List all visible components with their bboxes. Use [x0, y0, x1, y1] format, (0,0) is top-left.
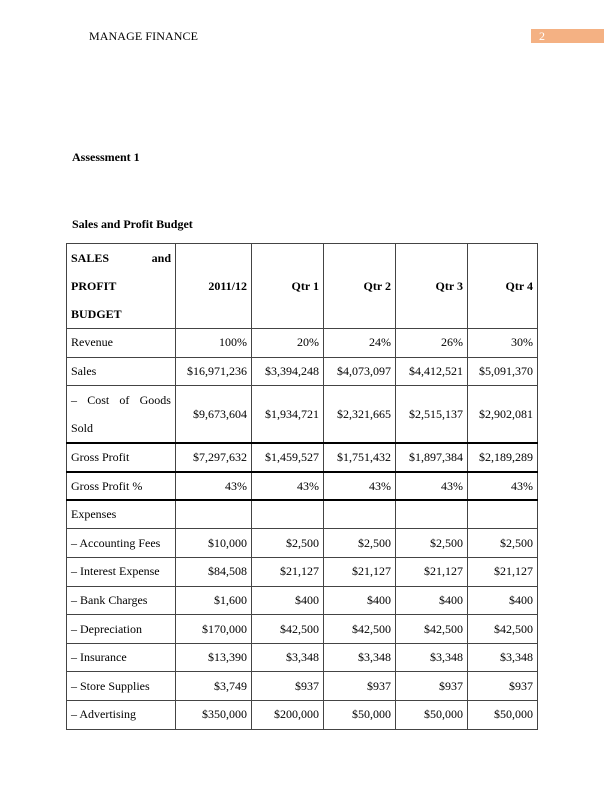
table-cell: $350,000 [176, 701, 252, 730]
column-header: Qtr 2 [324, 244, 396, 329]
row-label-word: Cost [87, 393, 110, 408]
table-cell: $1,934,721 [252, 386, 324, 444]
table-cell: $2,500 [468, 529, 538, 558]
table-row-depreciation [67, 615, 538, 644]
row-label: – Bank Charges [67, 586, 176, 615]
table-row-cost-of-goods-sold [67, 386, 538, 444]
table-cell: $50,000 [324, 701, 396, 730]
row-label: – Accounting Fees [67, 529, 176, 558]
table-cell: $21,127 [396, 558, 468, 587]
table-cell: $13,390 [176, 643, 252, 672]
row-label-word: of [119, 393, 130, 408]
row-label: – Depreciation [67, 615, 176, 644]
table-cell: 20% [252, 329, 324, 358]
row-label-line: Sold [71, 421, 94, 436]
table-cell: $4,412,521 [396, 357, 468, 386]
table-cell: $5,091,370 [468, 357, 538, 386]
row-label: Gross Profit [67, 443, 176, 472]
table-cell: $2,902,081 [468, 386, 538, 444]
table-cell: $7,297,632 [176, 443, 252, 472]
table-cell: $400 [252, 586, 324, 615]
table-cell: $2,500 [324, 529, 396, 558]
table-cell: 43% [468, 472, 538, 501]
running-header-title: MANAGE FINANCE [89, 29, 199, 43]
table-cell: 30% [468, 329, 538, 358]
row-label-word: Goods [139, 393, 171, 408]
table-row-expenses [67, 500, 538, 529]
table-cell [252, 500, 324, 529]
table-cell: $400 [468, 586, 538, 615]
table-cell: $2,500 [252, 529, 324, 558]
row-label-word: – [71, 393, 77, 408]
row-label: – Insurance [67, 643, 176, 672]
table-row-gross-profit [67, 443, 538, 472]
table-cell: $1,459,527 [252, 443, 324, 472]
header-label-cell [67, 244, 176, 329]
table-cell: $50,000 [396, 701, 468, 730]
table-row-store-supplies [67, 672, 538, 701]
column-header: Qtr 1 [252, 244, 324, 329]
table-cell [396, 500, 468, 529]
table-row-advertising [67, 701, 538, 730]
table-cell: $42,500 [396, 615, 468, 644]
row-label: – Store Supplies [67, 672, 176, 701]
table-title: Sales and Profit Budget [72, 217, 193, 231]
table-cell: $84,508 [176, 558, 252, 587]
table-row-revenue [67, 329, 538, 358]
header-label-word: PROFIT [71, 279, 117, 293]
header-label-word: and [151, 251, 171, 265]
table-cell: $3,749 [176, 672, 252, 701]
table-cell: $3,394,248 [252, 357, 324, 386]
table-row-bank-charges [67, 586, 538, 615]
table-cell: $9,673,604 [176, 386, 252, 444]
page-number-badge: 2 [531, 29, 604, 43]
row-label: – Advertising [67, 701, 176, 730]
header-label-word: SALES [71, 251, 110, 265]
column-header: Qtr 4 [468, 244, 538, 329]
table-cell: 43% [176, 472, 252, 501]
section-title: Assessment 1 [72, 150, 140, 164]
table-cell: $42,500 [252, 615, 324, 644]
table-row-gross-profit-percent [67, 472, 538, 501]
table-cell: $3,348 [468, 643, 538, 672]
table-cell: $2,515,137 [396, 386, 468, 444]
table-cell: $2,500 [396, 529, 468, 558]
row-label: Revenue [67, 329, 176, 358]
table-cell: $42,500 [324, 615, 396, 644]
table-row-accounting-fees [67, 529, 538, 558]
table-cell: $16,971,236 [176, 357, 252, 386]
header-label-word: BUDGET [71, 307, 122, 321]
table-cell: $200,000 [252, 701, 324, 730]
column-header: Qtr 3 [396, 244, 468, 329]
table-cell: $3,348 [252, 643, 324, 672]
row-label [67, 386, 176, 444]
column-header: 2011/12 [176, 244, 252, 329]
table-cell: 43% [324, 472, 396, 501]
table-cell: $21,127 [252, 558, 324, 587]
table-cell: 24% [324, 329, 396, 358]
table-cell: $10,000 [176, 529, 252, 558]
row-label: Expenses [67, 500, 176, 529]
table-cell: 43% [396, 472, 468, 501]
table-cell: 100% [176, 329, 252, 358]
sales-profit-budget-table [66, 243, 538, 730]
table-cell: $1,751,432 [324, 443, 396, 472]
table-cell [324, 500, 396, 529]
table-row-interest-expense [67, 558, 538, 587]
row-label: Gross Profit % [67, 472, 176, 501]
table-cell: $2,321,665 [324, 386, 396, 444]
table-cell: $2,189,289 [468, 443, 538, 472]
table-cell [176, 500, 252, 529]
table-cell: $1,600 [176, 586, 252, 615]
table-cell: $42,500 [468, 615, 538, 644]
table-cell: $3,348 [324, 643, 396, 672]
table-cell: $170,000 [176, 615, 252, 644]
table-cell: $937 [396, 672, 468, 701]
table-cell: $1,897,384 [396, 443, 468, 472]
table-cell: $937 [324, 672, 396, 701]
table-cell: $4,073,097 [324, 357, 396, 386]
table-row-sales [67, 357, 538, 386]
table-cell: 26% [396, 329, 468, 358]
table-row-insurance [67, 643, 538, 672]
table-cell: $400 [396, 586, 468, 615]
table-cell: 43% [252, 472, 324, 501]
table-cell: $937 [468, 672, 538, 701]
table-cell: $937 [252, 672, 324, 701]
table-cell: $21,127 [324, 558, 396, 587]
row-label: Sales [67, 357, 176, 386]
table-cell [468, 500, 538, 529]
table-cell: $400 [324, 586, 396, 615]
table-cell: $3,348 [396, 643, 468, 672]
table-cell: $21,127 [468, 558, 538, 587]
row-label: – Interest Expense [67, 558, 176, 587]
table-cell: $50,000 [468, 701, 538, 730]
table-header-row [67, 244, 538, 329]
